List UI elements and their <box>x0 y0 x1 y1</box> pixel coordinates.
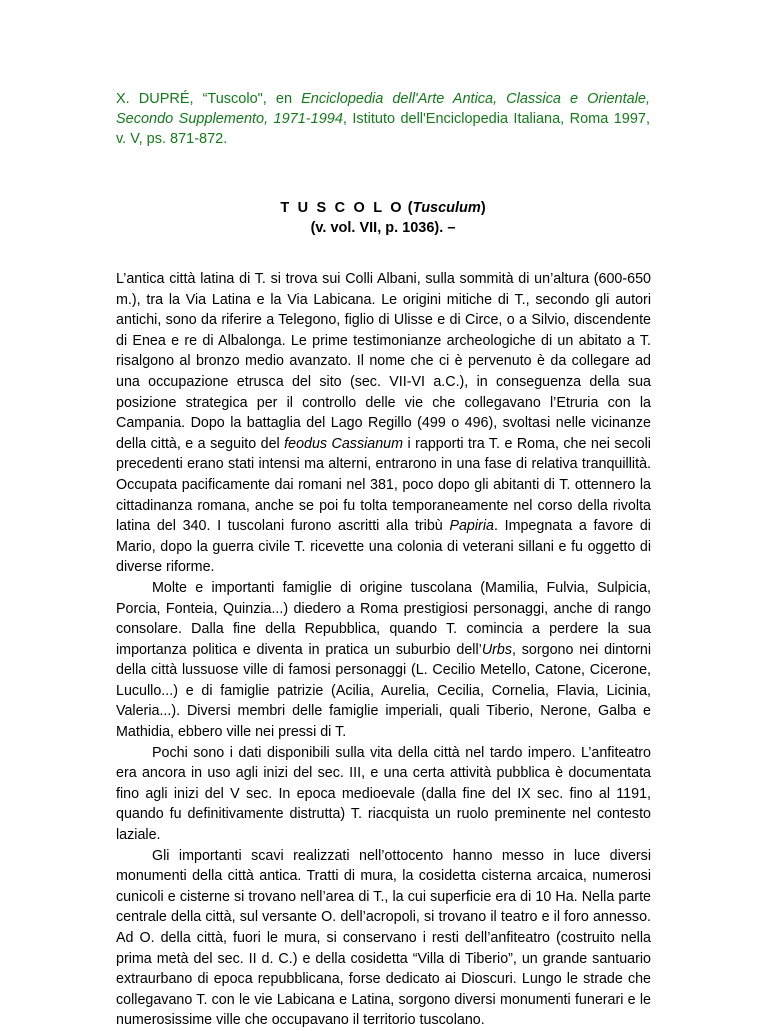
paragraph-1-text-a: L’antica città latina di T. si trova sui Colli Albani, sulla sommità di un’altura (600-650 m.), tra la Via Latina e la Via Labicana. Le origini mitiche di T., secondo gli autori antichi, sono da riferire a Telegono, figlio di Ulisse e di Circe, o a Silvio, discendente di Enea e re di Albalonga. Le prime testimonianze archeologiche di un abitato a T. risalgono al bronzo medio avanzato. Il nome che ci è pervenuto è da collegare ad una occupazione etrusca del sito (sec. VII-VI a.C.), in conseguenza della sua posizione strategica per il controllo delle vie che collegavano l’Etruria con la Campania. Dopo la battaglia del Lago Regillo (499 o 496), svoltasi nelle vicinanze della città, e a seguito del <box>116 271 651 452</box>
paragraph-1-text-b: i rapporti tra T. e Roma, che nei secoli precedenti erano stati intensi ma alterni, entrarono in una fase di relativa tranquillità. Occupata pacificamente dai romani nel 381, poco dopo gli abitanti di T. ottennero la cittadinanza romana, anche se poi fu tolta temporaneamente nel corso della rivolta latina del 340. I tuscolani furono ascritti alla tribù <box>116 435 651 535</box>
volume-reference: (v. vol. VII, p. 1036). – <box>310 220 456 236</box>
title-paren-close: ) <box>480 200 486 216</box>
article-body <box>116 269 651 1031</box>
paragraph-1-text-c: . Impegnata a favore di Mario, dopo la guerra civile T. ricevette una colonia di veterani sillani e fu oggetto di diverse riforme. <box>116 518 651 576</box>
citation-work-title: Enciclopedia dell'Arte Antica, Classica e Orientale, Secondo Supplemento, 1971-1994 <box>116 91 651 127</box>
article-title <box>116 198 650 218</box>
paragraph-2-text-a: Molte e importanti famiglie di origine tuscolana (Mamilia, Fulvia, Sulpicia, Porcia, Fonteia, Quinzia...) diedero a Roma prestigiosi personaggi, anche di rango consolare. Dalla fine della Repubblica, quando T. comincia a perdere la sua importanza politica e diventa in pratica un suburbio dell’ <box>116 579 651 658</box>
article-title-latin: Tusculum <box>412 200 481 216</box>
citation-article-title: “Tuscolo", en <box>193 91 302 107</box>
paragraph-4: Gli importanti scavi realizzati nell’ottocento hanno messo in luce diversi monumenti della città antica. Tratti di mura, la cosidetta cisterna arcaica, numerosi cunicoli e cisterne si trovano nell’area di T., la cui superficie era di 10 Ha. Nella parte centrale della città, sul versante O. dell’acropoli, si trovano il teatro e il foro annesso. Ad O. della città, fuori le mura, si conservano i resti dell’anfiteatro (costruito nella prima metà del sec. II d. C.) e della cosidetta “Villa di Tiberio”, un grande santuario extraurbano di epoca repubblicana, forse dedicato ai Dioscuri. Lungo le strade che collegavano T. con le vie Labicana e Latina, sorgono diversi monumenti funerari e le numerosissime ville che occupavano il territorio tuscolano. <box>116 847 651 1029</box>
title-paren-open: ( <box>403 200 413 216</box>
paragraph-1 <box>116 269 651 578</box>
citation-author: X. DUPRÉ, <box>116 91 194 107</box>
term-feodus-cassianum: feodus Cassianum <box>284 435 404 452</box>
article-title-main: T U S C O L O <box>280 200 404 216</box>
term-urbs: Urbs <box>481 641 513 658</box>
citation-publisher: , Istituto dell'Enciclopedia Italiana, Roma 1997, v. V, ps. 871-872. <box>116 111 650 147</box>
paragraph-2 <box>116 578 651 743</box>
bibliographic-citation <box>116 89 650 149</box>
article-heading <box>116 198 650 238</box>
paragraph-2-text-b: , sorgono nei dintorni della città lussuose ville di famosi personaggi (L. Cecilio Metello, Catone, Cicerone, Lucullo...) e di famiglie patrizie (Acilia, Aurelia, Cecilia, Cornelia, Flavia, Licinia, Valeria...). Diversi membri delle famiglie imperiali, quali Tiberio, Nerone, Galba e Mathidia, ebbero ville nei pressi di T. <box>116 641 651 741</box>
paragraph-3: Pochi sono i dati disponibili sulla vita della città nel tardo impero. L’anfiteatro era ancora in uso agli inizi del sec. III, e una certa attività pubblica è documentata fino agli inizi del V sec. In epoca medioevale (dalla fine del IX sec. fino al 1191, quando fu definitivamente distrutta) T. riacquista un ruolo preminente nel contesto laziale. <box>116 744 651 844</box>
term-papiria: Papiria <box>449 518 494 535</box>
